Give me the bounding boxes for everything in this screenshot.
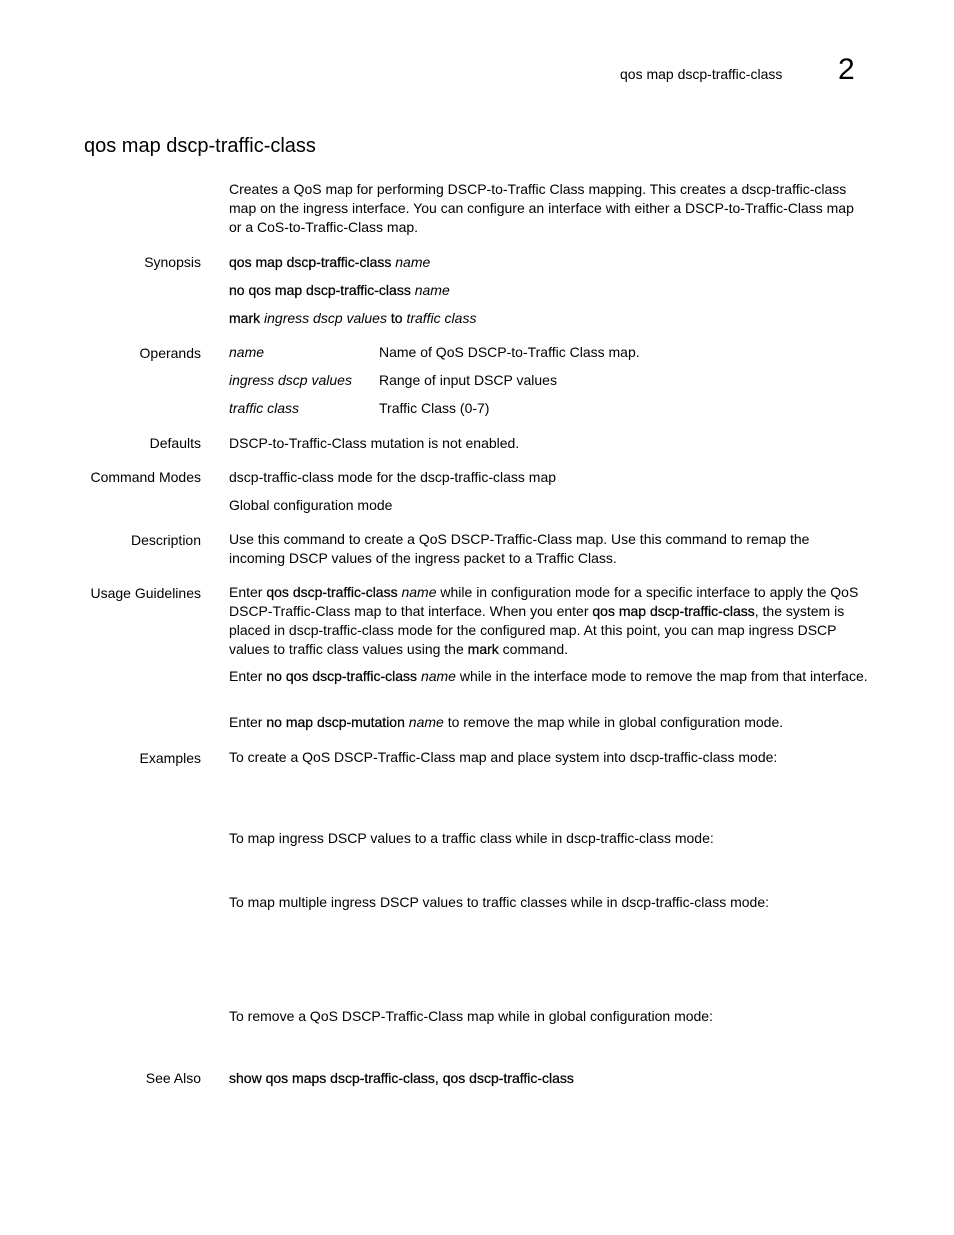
example-text: To create a QoS DSCP-Traffic-Class map and place system into dscp-traffic-class mode:: [229, 749, 778, 765]
synopsis-keyword: to: [390, 310, 403, 326]
example-text: To map ingress DSCP values to a traffic class while in dscp-traffic-class mode:: [229, 830, 714, 846]
example-text: To remove a QoS DSCP-Traffic-Class map while in global configuration mode:: [229, 1008, 713, 1024]
operand-name: ingress dscp values: [229, 372, 352, 388]
chapter-number: 2: [838, 53, 855, 86]
usage-argument: name: [397, 584, 437, 600]
usage-text: while in configuration mode for a specific interface to apply the QoS DSCP-Traffic-Class map to that interface. When you enter: [229, 584, 859, 619]
usage-paragraph-1: [229, 583, 869, 659]
page-title: qos map dscp-traffic-class: [84, 135, 316, 157]
command-mode-item: Global configuration mode: [229, 497, 393, 513]
defaults-label: Defaults: [149, 435, 201, 451]
synopsis-line-1: [229, 253, 869, 272]
synopsis-line-2: [229, 281, 869, 300]
usage-command: no qos dscp-traffic-class: [266, 668, 418, 684]
description-text: Use this command to create a QoS DSCP-Traffic-Class map. Use this command to remap the incoming DSCP values of the ingress packet to a Traffic Class.: [229, 531, 810, 566]
synopsis-argument: name: [414, 282, 450, 298]
usage-text: command.: [498, 641, 569, 657]
running-header: qos map dscp-traffic-class: [620, 66, 783, 82]
synopsis-line-3: [229, 309, 869, 328]
synopsis-command: qos map dscp-traffic-class: [229, 254, 392, 270]
usage-command: no map dscp-mutation: [266, 714, 405, 730]
examples-label: Examples: [139, 750, 201, 766]
usage-command: mark: [467, 641, 499, 657]
usage-text: Enter: [229, 714, 267, 730]
example-text: To map multiple ingress DSCP values to traffic classes while in dscp-traffic-class mode:: [229, 894, 769, 910]
synopsis-keyword: mark: [229, 310, 261, 326]
defaults-text: DSCP-to-Traffic-Class mutation is not enabled.: [229, 435, 520, 451]
usage-text: , the system is placed in dscp-traffic-class mode for the configured map. At this point, you can map ingress DSCP values to traffic class values using the: [229, 603, 845, 657]
usage-text: to remove the map while in global configuration mode.: [443, 714, 784, 730]
intro-paragraph: Creates a QoS map for performing DSCP-to-Traffic Class mapping. This creates a dscp-traffic-class map on the ingress interface. You can configure an interface with either a DSCP-to-Traffic-Class map or a CoS-to-Traffic-Class map.: [229, 181, 854, 235]
synopsis-argument: name: [395, 254, 431, 270]
usage-guidelines-label: Usage Guidelines: [90, 585, 201, 601]
description-label: Description: [130, 532, 201, 548]
usage-text: Enter: [229, 584, 267, 600]
see-also-links[interactable]: show qos maps dscp-traffic-class, qos dscp-traffic-class: [229, 1070, 574, 1086]
synopsis-argument: traffic class: [406, 310, 477, 326]
command-modes-label: Command Modes: [90, 469, 201, 485]
usage-argument: name: [417, 668, 456, 684]
usage-command: qos dscp-traffic-class: [266, 584, 398, 600]
synopsis-argument: ingress dscp values: [264, 310, 387, 326]
usage-argument: name: [404, 714, 444, 730]
operand-description: Traffic Class (0-7): [379, 400, 490, 416]
usage-command: qos map dscp-traffic-class: [592, 603, 755, 619]
synopsis-command: no qos map dscp-traffic-class: [229, 282, 411, 298]
usage-paragraph-3: [229, 713, 869, 732]
operands-label: Operands: [139, 345, 201, 361]
operand-description: Range of input DSCP values: [379, 372, 557, 388]
operand-name: traffic class: [229, 400, 300, 416]
operand-name: name: [229, 344, 265, 360]
synopsis-label: Synopsis: [144, 254, 201, 270]
command-mode-item: dscp-traffic-class mode for the dscp-traffic-class map: [229, 469, 557, 485]
see-also-label: See Also: [145, 1070, 201, 1086]
operand-description: Name of QoS DSCP-to-Traffic Class map.: [379, 344, 640, 360]
usage-text: Enter: [229, 668, 267, 684]
usage-paragraph-2: [229, 667, 869, 686]
usage-text: while in the interface mode to remove the map from that interface.: [455, 668, 868, 684]
